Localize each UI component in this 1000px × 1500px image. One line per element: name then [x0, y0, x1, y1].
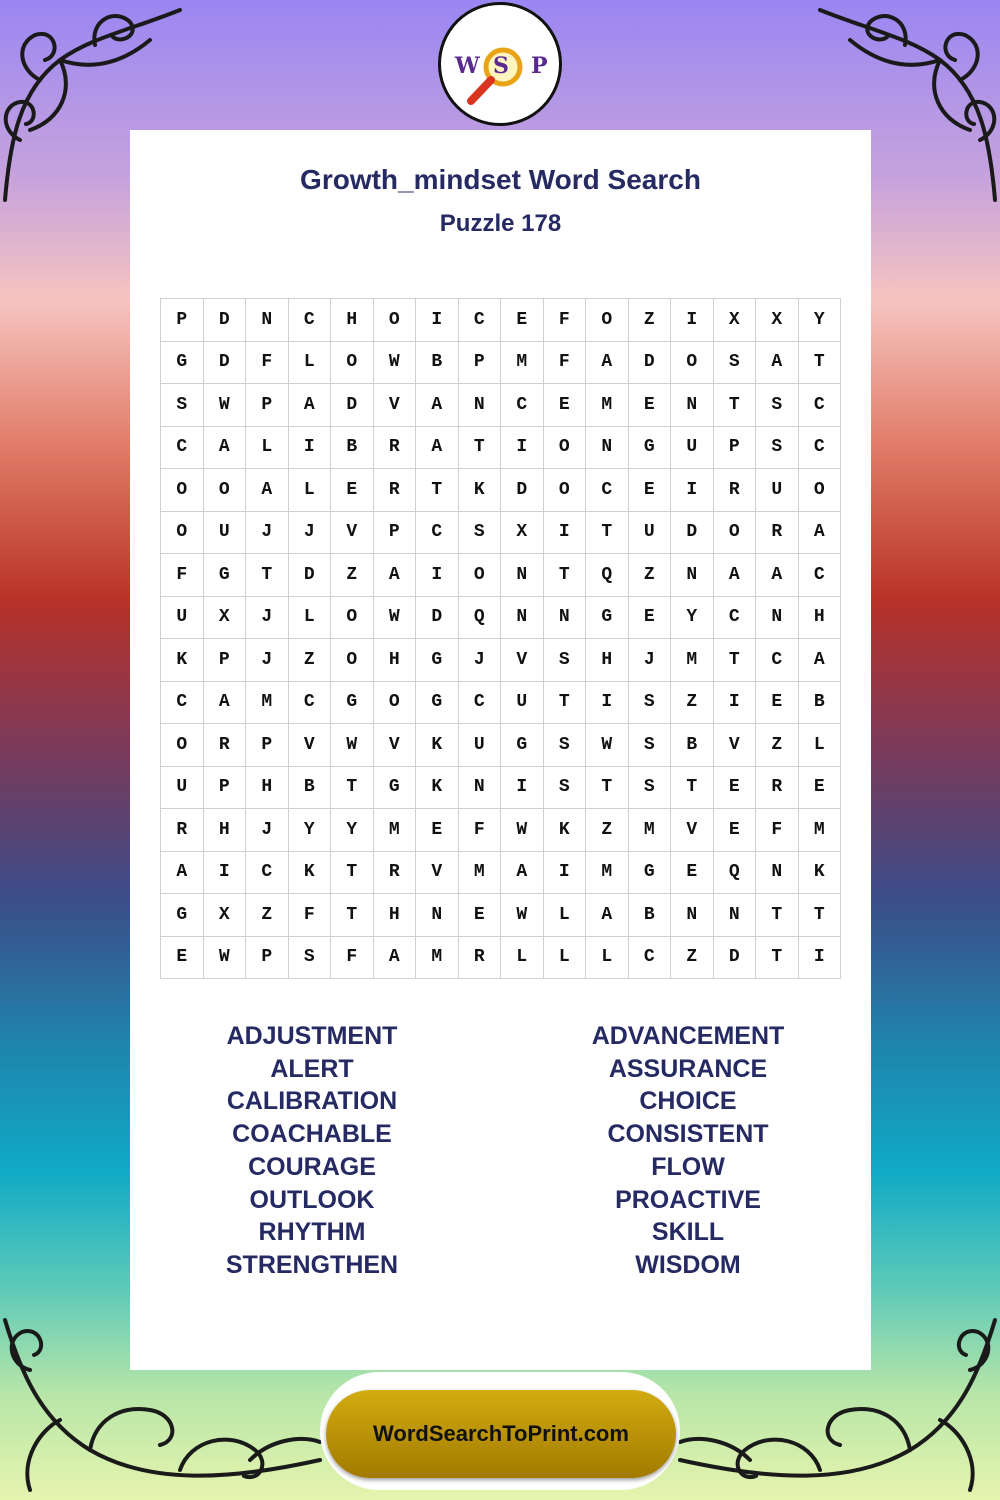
grid-cell: N: [416, 894, 459, 937]
grid-cell: G: [629, 852, 672, 895]
grid-cell: E: [629, 384, 672, 427]
grid-cell: A: [416, 384, 459, 427]
word-list-right: [543, 1020, 833, 1282]
grid-cell: D: [204, 299, 247, 342]
grid-cell: Z: [671, 682, 714, 725]
grid-cell: D: [416, 597, 459, 640]
grid-cell: A: [204, 682, 247, 725]
grid-cell: M: [501, 342, 544, 385]
grid-cell: W: [331, 724, 374, 767]
grid-cell: J: [246, 597, 289, 640]
grid-cell: W: [374, 342, 417, 385]
grid-cell: W: [501, 894, 544, 937]
grid-cell: O: [331, 597, 374, 640]
grid-cell: J: [459, 639, 502, 682]
grid-cell: C: [799, 384, 842, 427]
grid-cell: T: [544, 554, 587, 597]
letter-grid: [160, 298, 841, 979]
grid-cell: G: [161, 894, 204, 937]
word-list-item: STRENGTHEN: [225, 1250, 399, 1279]
grid-cell: N: [756, 852, 799, 895]
grid-cell: P: [204, 767, 247, 810]
word-list-item: SKILL: [651, 1218, 725, 1247]
wsp-logo: [438, 2, 562, 126]
grid-cell: G: [416, 682, 459, 725]
grid-cell: N: [459, 767, 502, 810]
grid-cell: B: [799, 682, 842, 725]
grid-cell: S: [459, 512, 502, 555]
grid-cell: A: [586, 342, 629, 385]
grid-cell: C: [459, 299, 502, 342]
grid-cell: X: [204, 597, 247, 640]
grid-cell: A: [416, 427, 459, 470]
grid-cell: M: [586, 852, 629, 895]
grid-cell: P: [246, 384, 289, 427]
grid-cell: O: [799, 469, 842, 512]
grid-cell: D: [204, 342, 247, 385]
grid-cell: S: [289, 937, 332, 980]
grid-cell: C: [161, 427, 204, 470]
grid-cell: E: [416, 809, 459, 852]
grid-cell: N: [756, 597, 799, 640]
grid-cell: K: [416, 767, 459, 810]
grid-cell: H: [799, 597, 842, 640]
word-list-item: RHYTHM: [258, 1218, 366, 1247]
grid-cell: C: [289, 682, 332, 725]
grid-cell: C: [501, 384, 544, 427]
grid-cell: I: [671, 469, 714, 512]
word-list-left: [167, 1020, 457, 1282]
grid-cell: A: [501, 852, 544, 895]
grid-cell: K: [544, 809, 587, 852]
grid-cell: S: [544, 724, 587, 767]
grid-cell: E: [714, 767, 757, 810]
word-list-item: CHOICE: [639, 1087, 737, 1116]
grid-cell: H: [374, 894, 417, 937]
grid-cell: U: [459, 724, 502, 767]
grid-cell: Y: [799, 299, 842, 342]
grid-cell: C: [161, 682, 204, 725]
grid-cell: S: [714, 342, 757, 385]
word-list-item: COACHABLE: [232, 1120, 392, 1149]
grid-cell: S: [629, 724, 672, 767]
grid-cell: T: [246, 554, 289, 597]
grid-cell: T: [586, 767, 629, 810]
grid-cell: I: [799, 937, 842, 980]
grid-cell: V: [416, 852, 459, 895]
grid-cell: T: [544, 682, 587, 725]
grid-cell: F: [246, 342, 289, 385]
grid-cell: V: [374, 724, 417, 767]
grid-cell: E: [459, 894, 502, 937]
grid-cell: G: [374, 767, 417, 810]
grid-cell: A: [246, 469, 289, 512]
grid-cell: L: [289, 469, 332, 512]
grid-cell: Z: [756, 724, 799, 767]
grid-cell: C: [714, 597, 757, 640]
grid-cell: M: [459, 852, 502, 895]
grid-cell: F: [331, 937, 374, 980]
grid-cell: R: [756, 512, 799, 555]
grid-cell: O: [331, 342, 374, 385]
grid-cell: V: [331, 512, 374, 555]
grid-cell: N: [671, 894, 714, 937]
grid-cell: S: [756, 384, 799, 427]
grid-cell: U: [756, 469, 799, 512]
grid-cell: I: [416, 554, 459, 597]
grid-cell: B: [331, 427, 374, 470]
grid-cell: J: [246, 512, 289, 555]
grid-cell: S: [756, 427, 799, 470]
grid-cell: X: [756, 299, 799, 342]
grid-cell: R: [204, 724, 247, 767]
grid-cell: D: [629, 342, 672, 385]
grid-cell: T: [331, 894, 374, 937]
grid-cell: D: [331, 384, 374, 427]
grid-cell: I: [544, 852, 587, 895]
grid-cell: F: [756, 809, 799, 852]
grid-cell: H: [586, 639, 629, 682]
grid-cell: Z: [629, 299, 672, 342]
grid-cell: N: [459, 384, 502, 427]
grid-cell: S: [544, 639, 587, 682]
grid-cell: O: [586, 299, 629, 342]
grid-cell: U: [161, 597, 204, 640]
grid-cell: A: [374, 554, 417, 597]
grid-cell: G: [204, 554, 247, 597]
grid-cell: O: [374, 682, 417, 725]
word-list-item: CALIBRATION: [226, 1087, 398, 1116]
grid-cell: Z: [671, 937, 714, 980]
grid-cell: C: [246, 852, 289, 895]
grid-cell: B: [289, 767, 332, 810]
grid-cell: U: [671, 427, 714, 470]
grid-cell: H: [246, 767, 289, 810]
grid-cell: W: [374, 597, 417, 640]
grid-cell: X: [501, 512, 544, 555]
grid-cell: Z: [629, 554, 672, 597]
logo-letter-w: W: [455, 53, 480, 79]
grid-cell: O: [161, 512, 204, 555]
word-list-item: COURAGE: [248, 1152, 376, 1181]
grid-cell: T: [331, 852, 374, 895]
grid-cell: O: [204, 469, 247, 512]
grid-cell: P: [714, 427, 757, 470]
grid-cell: Z: [331, 554, 374, 597]
grid-cell: F: [544, 342, 587, 385]
grid-cell: N: [671, 554, 714, 597]
grid-cell: A: [161, 852, 204, 895]
grid-cell: G: [586, 597, 629, 640]
grid-cell: E: [756, 682, 799, 725]
grid-cell: F: [459, 809, 502, 852]
grid-cell: T: [756, 937, 799, 980]
grid-cell: T: [756, 894, 799, 937]
grid-cell: R: [756, 767, 799, 810]
grid-cell: A: [586, 894, 629, 937]
word-list-item: WISDOM: [635, 1250, 741, 1279]
grid-cell: E: [501, 299, 544, 342]
logo-letter-p: P: [531, 53, 548, 79]
grid-cell: I: [416, 299, 459, 342]
grid-cell: K: [799, 852, 842, 895]
grid-cell: D: [501, 469, 544, 512]
grid-cell: M: [586, 384, 629, 427]
grid-cell: L: [799, 724, 842, 767]
grid-cell: P: [204, 639, 247, 682]
grid-cell: T: [459, 427, 502, 470]
grid-cell: N: [586, 427, 629, 470]
grid-cell: B: [671, 724, 714, 767]
grid-cell: H: [374, 639, 417, 682]
grid-cell: N: [714, 894, 757, 937]
grid-cell: V: [501, 639, 544, 682]
grid-cell: V: [289, 724, 332, 767]
grid-cell: G: [161, 342, 204, 385]
grid-cell: E: [544, 384, 587, 427]
grid-cell: J: [246, 639, 289, 682]
grid-cell: M: [671, 639, 714, 682]
grid-cell: P: [374, 512, 417, 555]
grid-cell: X: [714, 299, 757, 342]
grid-cell: T: [416, 469, 459, 512]
grid-cell: U: [161, 767, 204, 810]
grid-cell: M: [246, 682, 289, 725]
grid-cell: N: [544, 597, 587, 640]
grid-cell: A: [756, 554, 799, 597]
grid-cell: I: [586, 682, 629, 725]
grid-cell: V: [374, 384, 417, 427]
grid-cell: J: [246, 809, 289, 852]
grid-cell: S: [629, 682, 672, 725]
grid-cell: K: [289, 852, 332, 895]
grid-cell: O: [459, 554, 502, 597]
puzzle-number: Puzzle 178: [439, 210, 562, 237]
grid-cell: Q: [586, 554, 629, 597]
grid-cell: I: [204, 852, 247, 895]
grid-cell: A: [714, 554, 757, 597]
grid-cell: E: [799, 767, 842, 810]
grid-cell: F: [161, 554, 204, 597]
grid-cell: Y: [671, 597, 714, 640]
grid-cell: V: [671, 809, 714, 852]
grid-cell: I: [289, 427, 332, 470]
grid-cell: C: [586, 469, 629, 512]
grid-cell: E: [161, 937, 204, 980]
grid-cell: Z: [289, 639, 332, 682]
grid-cell: L: [544, 894, 587, 937]
grid-cell: G: [331, 682, 374, 725]
grid-cell: T: [799, 342, 842, 385]
grid-cell: B: [416, 342, 459, 385]
grid-cell: G: [416, 639, 459, 682]
grid-cell: E: [714, 809, 757, 852]
grid-cell: Y: [289, 809, 332, 852]
grid-cell: N: [246, 299, 289, 342]
grid-cell: O: [161, 724, 204, 767]
grid-cell: A: [799, 512, 842, 555]
grid-cell: A: [799, 639, 842, 682]
grid-cell: Q: [714, 852, 757, 895]
grid-cell: O: [331, 639, 374, 682]
word-list-item: CONSISTENT: [607, 1120, 769, 1149]
grid-cell: D: [714, 937, 757, 980]
grid-cell: C: [289, 299, 332, 342]
grid-cell: Y: [331, 809, 374, 852]
word-list-item: ADVANCEMENT: [591, 1022, 785, 1050]
grid-cell: C: [416, 512, 459, 555]
grid-cell: L: [544, 937, 587, 980]
grid-cell: M: [629, 809, 672, 852]
grid-cell: X: [204, 894, 247, 937]
grid-cell: F: [289, 894, 332, 937]
grid-cell: Q: [459, 597, 502, 640]
grid-cell: T: [714, 639, 757, 682]
grid-cell: U: [629, 512, 672, 555]
grid-cell: Z: [586, 809, 629, 852]
word-list-item: ASSURANCE: [608, 1054, 768, 1083]
word-list-item: PROACTIVE: [615, 1185, 761, 1214]
grid-cell: U: [204, 512, 247, 555]
grid-cell: A: [289, 384, 332, 427]
puzzle-title: Growth_mindset Word Search: [300, 164, 701, 195]
grid-cell: Z: [246, 894, 289, 937]
grid-cell: T: [671, 767, 714, 810]
grid-cell: I: [714, 682, 757, 725]
grid-cell: M: [374, 809, 417, 852]
logo-letter-s: S: [493, 53, 509, 79]
grid-cell: J: [289, 512, 332, 555]
grid-cell: H: [204, 809, 247, 852]
grid-cell: A: [756, 342, 799, 385]
grid-cell: T: [714, 384, 757, 427]
grid-cell: K: [161, 639, 204, 682]
grid-cell: M: [416, 937, 459, 980]
grid-cell: H: [331, 299, 374, 342]
grid-cell: A: [204, 427, 247, 470]
grid-cell: W: [204, 937, 247, 980]
grid-cell: R: [374, 852, 417, 895]
word-list-item: OUTLOOK: [249, 1185, 375, 1214]
grid-cell: C: [799, 554, 842, 597]
grid-cell: L: [501, 937, 544, 980]
grid-cell: W: [501, 809, 544, 852]
grid-cell: L: [586, 937, 629, 980]
grid-cell: W: [204, 384, 247, 427]
grid-cell: C: [799, 427, 842, 470]
grid-cell: N: [501, 597, 544, 640]
grid-cell: I: [501, 767, 544, 810]
grid-cell: T: [799, 894, 842, 937]
grid-cell: W: [586, 724, 629, 767]
grid-cell: C: [629, 937, 672, 980]
grid-cell: L: [289, 342, 332, 385]
grid-cell: R: [459, 937, 502, 980]
grid-cell: O: [161, 469, 204, 512]
grid-cell: R: [374, 469, 417, 512]
grid-cell: D: [289, 554, 332, 597]
grid-cell: P: [246, 724, 289, 767]
word-list-item: ADJUSTMENT: [226, 1022, 398, 1050]
grid-cell: O: [671, 342, 714, 385]
grid-cell: V: [714, 724, 757, 767]
grid-cell: M: [799, 809, 842, 852]
grid-cell: P: [161, 299, 204, 342]
grid-cell: I: [544, 512, 587, 555]
grid-cell: P: [459, 342, 502, 385]
word-list-item: FLOW: [651, 1152, 725, 1181]
grid-cell: R: [374, 427, 417, 470]
grid-cell: E: [629, 469, 672, 512]
grid-cell: S: [161, 384, 204, 427]
grid-cell: O: [714, 512, 757, 555]
grid-cell: N: [671, 384, 714, 427]
grid-cell: G: [501, 724, 544, 767]
grid-cell: E: [331, 469, 374, 512]
grid-cell: D: [671, 512, 714, 555]
grid-cell: O: [374, 299, 417, 342]
grid-cell: C: [459, 682, 502, 725]
grid-cell: I: [501, 427, 544, 470]
grid-cell: R: [161, 809, 204, 852]
puzzle-sheet: [130, 130, 871, 1370]
grid-cell: C: [756, 639, 799, 682]
grid-cell: O: [544, 469, 587, 512]
grid-cell: K: [416, 724, 459, 767]
grid-cell: T: [331, 767, 374, 810]
grid-cell: P: [246, 937, 289, 980]
grid-cell: G: [629, 427, 672, 470]
grid-cell: K: [459, 469, 502, 512]
grid-cell: S: [544, 767, 587, 810]
grid-cell: L: [246, 427, 289, 470]
grid-cell: O: [544, 427, 587, 470]
grid-cell: A: [374, 937, 417, 980]
grid-cell: R: [714, 469, 757, 512]
grid-cell: E: [629, 597, 672, 640]
grid-cell: B: [629, 894, 672, 937]
grid-cell: U: [501, 682, 544, 725]
grid-cell: S: [629, 767, 672, 810]
grid-cell: N: [501, 554, 544, 597]
grid-cell: I: [671, 299, 714, 342]
grid-cell: F: [544, 299, 587, 342]
grid-cell: L: [289, 597, 332, 640]
grid-cell: T: [586, 512, 629, 555]
word-list-item: ALERT: [270, 1054, 354, 1083]
website-link-button[interactable]: WordSearchToPrint.com: [326, 1390, 676, 1478]
grid-cell: J: [629, 639, 672, 682]
grid-cell: E: [671, 852, 714, 895]
